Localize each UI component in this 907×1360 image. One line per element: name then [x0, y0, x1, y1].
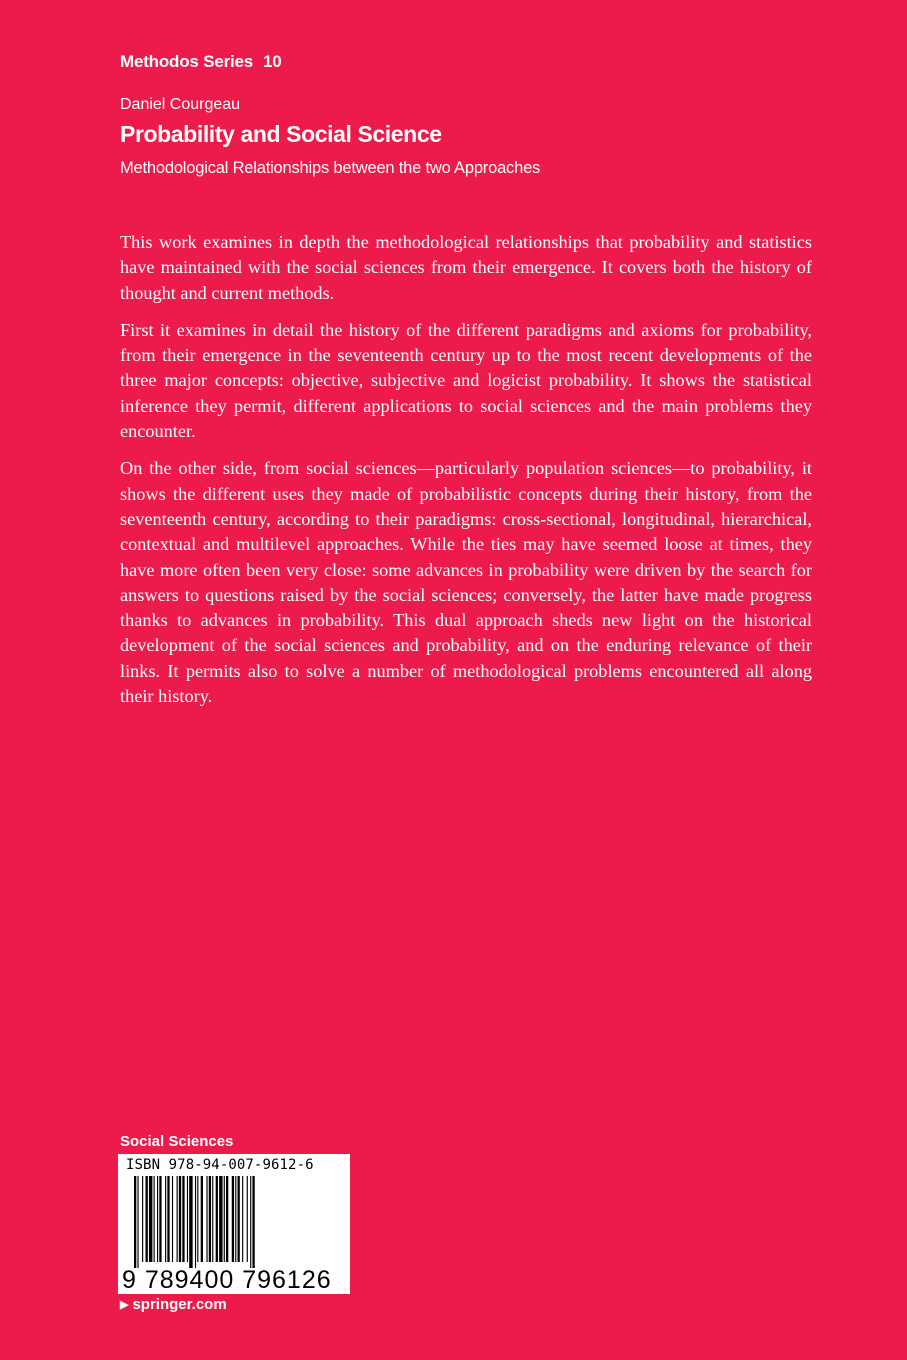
subject-category: Social Sciences	[120, 1133, 234, 1150]
book-subtitle: Methodological Relationships between the two Approaches	[120, 159, 541, 177]
barcode-bar	[195, 1176, 196, 1268]
book-title: Probability and Social Science	[120, 121, 442, 147]
barcode-bar	[187, 1176, 188, 1262]
barcode-bar	[206, 1176, 207, 1262]
barcode-bar	[159, 1176, 161, 1262]
back-cover-blurb	[120, 230, 812, 721]
blurb-paragraph-3: On the other side, from social sciences—particularly population sciences—to probability, it shows the different uses they made of probabilistic concepts during their history, from the seventeenth century, according to their paradigms: cross-sectional, longitudinal, hierarchical, contextual and multilevel approaches. While the ties may have seemed loose at times, they have more often been very close: some advances in probability were driven by the search for answers to questions raised by the social sciences; conversely, the latter have made progress thanks to advances in probability. This dual approach sheds new light on the historical development of the social sciences and probability, and on the enduring relevance of their links. It permits also to solve a number of methodological problems encountered all along their history.	[120, 458, 812, 707]
barcode-bar	[167, 1176, 169, 1262]
barcode-bar	[189, 1176, 192, 1268]
barcode-bar	[226, 1176, 228, 1262]
series-line	[120, 52, 282, 72]
barcode-bar	[216, 1176, 218, 1262]
isbn-label: ISBN 978-94-007-9612-6	[126, 1157, 314, 1173]
barcode-bar	[212, 1176, 213, 1262]
barcode-bar	[177, 1176, 178, 1262]
barcode-bar	[250, 1176, 251, 1268]
barcode-bar	[219, 1176, 222, 1262]
barcode-bar	[242, 1176, 243, 1262]
barcode-bar	[201, 1176, 203, 1262]
isbn-barcode	[118, 1154, 350, 1294]
barcode-bar	[209, 1176, 211, 1262]
series-number: 10	[263, 52, 282, 71]
barcode-bar	[252, 1176, 254, 1268]
barcode-bar	[182, 1176, 184, 1262]
barcode-bar	[197, 1176, 198, 1262]
barcode-bar	[224, 1176, 225, 1262]
barcode-bar	[235, 1176, 236, 1262]
barcode-bars	[134, 1176, 334, 1268]
author-name: Daniel Courgeau	[120, 96, 241, 113]
barcode-bar	[165, 1176, 166, 1262]
barcode-bar	[179, 1176, 181, 1262]
barcode-bar	[154, 1176, 155, 1262]
barcode-bar	[146, 1176, 148, 1262]
blurb-paragraph-2: First it examines in detail the history of the different paradigms and axioms for probability, from their emergence in the seventeenth century up to the most recent developments of the three major concepts: objective, subjective and logicist probability. It shows the statistical inference they permit, different applications to social sciences and the main problems they encounter.	[120, 319, 812, 442]
barcode-bar	[157, 1176, 158, 1262]
ean-digits: 9 789400 796126	[122, 1266, 332, 1294]
barcode-bar	[134, 1176, 136, 1268]
barcode-bar	[238, 1176, 240, 1262]
barcode-bar	[172, 1176, 173, 1262]
publisher-link-text: springer.com	[132, 1296, 227, 1313]
publisher-link[interactable]	[120, 1296, 227, 1313]
blurb-paragraph-1: This work examines in depth the methodological relationships that probability and statistics have maintained with the social sciences from their emergence. It covers both the history of thought and current methods.	[120, 232, 812, 303]
barcode-bar	[137, 1176, 138, 1268]
series-name: Methodos Series	[120, 52, 254, 71]
barcode-bar	[232, 1176, 234, 1262]
barcode-bar	[149, 1176, 152, 1262]
arrow-right-icon: ▶	[120, 1299, 129, 1311]
barcode-bar	[142, 1176, 143, 1262]
barcode-bar	[247, 1176, 248, 1262]
